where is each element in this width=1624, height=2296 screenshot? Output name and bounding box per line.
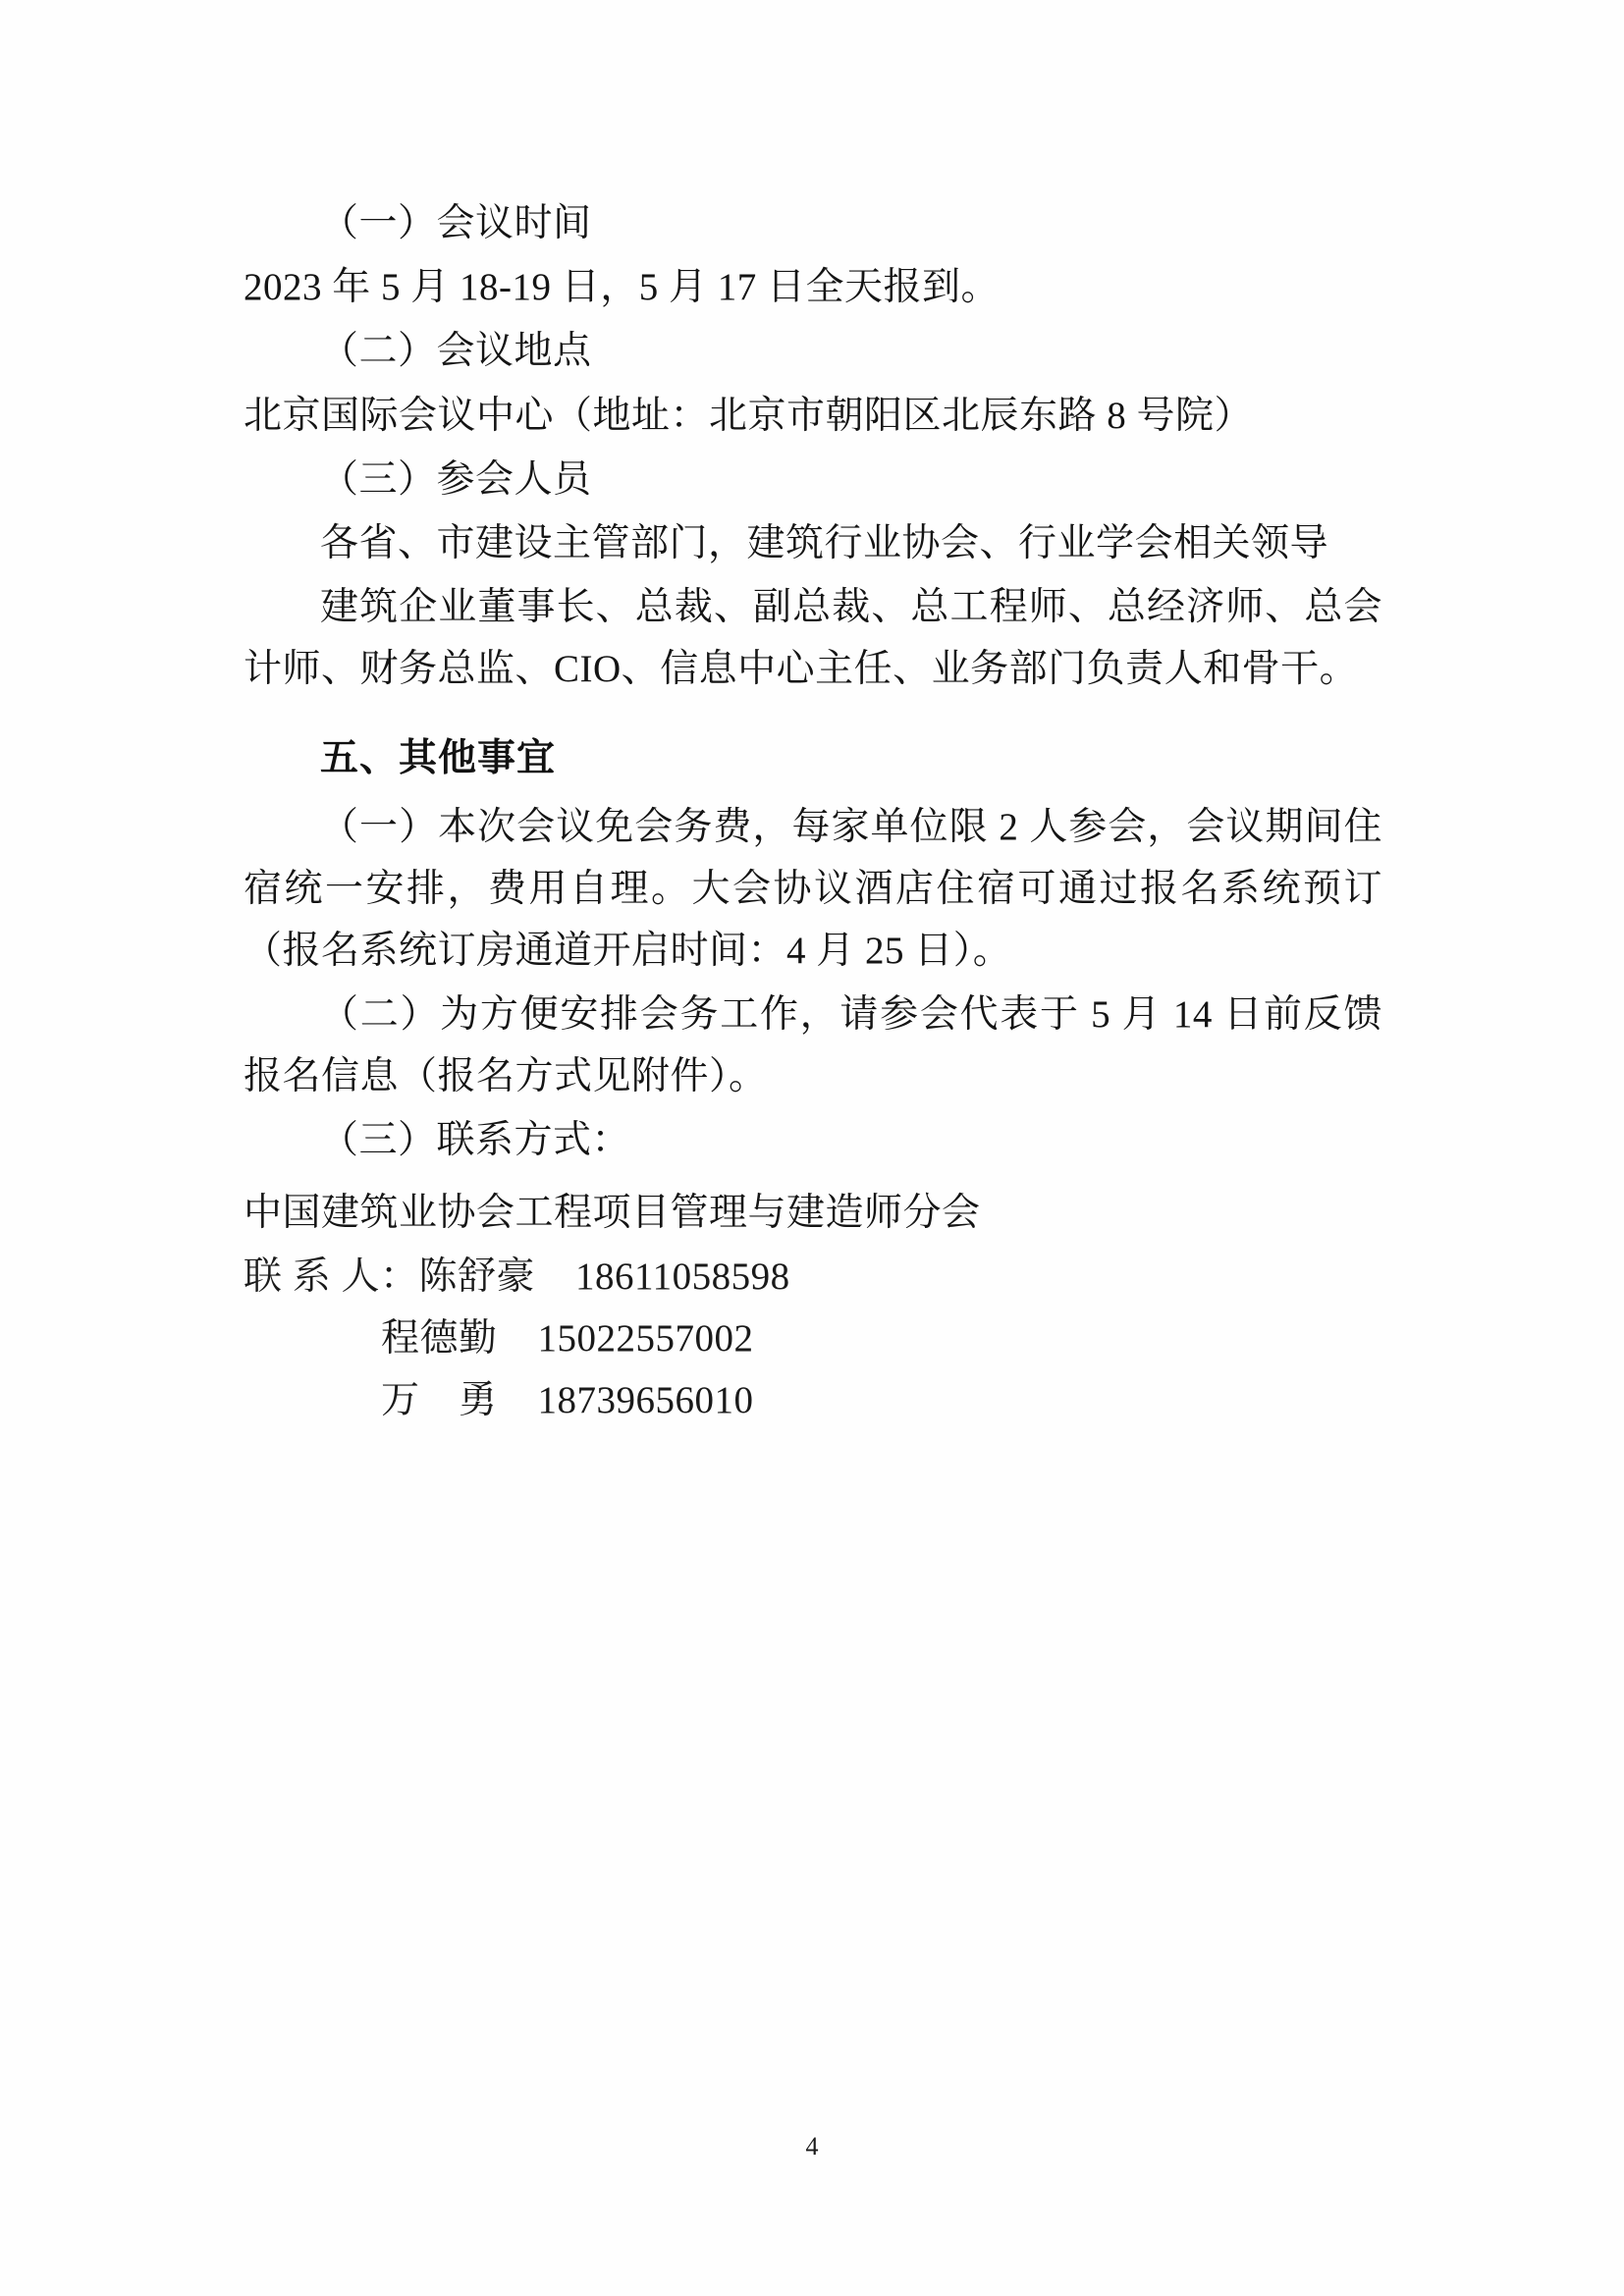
- contact-person-1: [244, 1246, 1382, 1308]
- contact-organization: 中国建筑业协会工程项目管理与建造师分会: [244, 1191, 981, 1234]
- section-attendees-body-2: 建筑企业董事长、总裁、副总裁、总工程师、总经济师、总会计师、财务总监、CIO、信息中心主任、业务部门负责人和骨干。: [244, 586, 1382, 691]
- document-body: [244, 192, 1382, 1431]
- contact-person-1-label: 联 系 人：陈舒豪: [244, 1255, 536, 1298]
- contact-person-1-phone-value: 18611058598: [575, 1255, 790, 1298]
- section-attendees-heading: （三）参会人员: [320, 457, 592, 501]
- contact-person-3-label: 万 勇: [381, 1379, 498, 1422]
- contact-person-2-label: 程德勤: [381, 1316, 498, 1360]
- section-meeting-time-body: 2023 年 5 月 18-19 日，5 月 17 日全天报到。: [244, 266, 1000, 309]
- contact-person-3: [244, 1369, 1382, 1431]
- contact-person-3-phone-value: 18739656010: [537, 1379, 754, 1422]
- section-meeting-place-body: 北京国际会议中心（地址：北京市朝阳区北辰东路 8 号院）: [244, 394, 1254, 437]
- section-meeting-time-heading: （一）会议时间: [320, 202, 592, 244]
- other-matters-item-2: （二）为方便安排会务工作，请参会代表于 5 月 14 日前反馈报名信息（报名方式见附件）。: [244, 993, 1382, 1098]
- contact-person-2-spacer: [508, 1317, 538, 1360]
- contact-person-1-phone: [545, 1255, 575, 1298]
- contact-person-2-phone-value: 15022557002: [537, 1316, 754, 1360]
- other-matters-item-3: （三）联系方式：: [320, 1119, 631, 1162]
- section-attendees-body-1: 各省、市建设主管部门，建筑行业协会、行业学会相关领导: [320, 521, 1329, 564]
- section-meeting-place-heading: （二）会议地点: [320, 330, 592, 373]
- page-number: 4: [805, 2132, 819, 2161]
- contact-person-3-spacer: [508, 1379, 538, 1421]
- section-other-matters-heading: 五、其他事宜: [320, 737, 557, 780]
- contact-person-2: [244, 1308, 1382, 1369]
- other-matters-item-1: （一）本次会议免会务费，每家单位限 2 人参会，会议期间住宿统一安排，费用自理。大会协议酒店住宿可通过报名系统预订（报名系统订房通道开启时间：4 月 25 日）。: [244, 805, 1382, 972]
